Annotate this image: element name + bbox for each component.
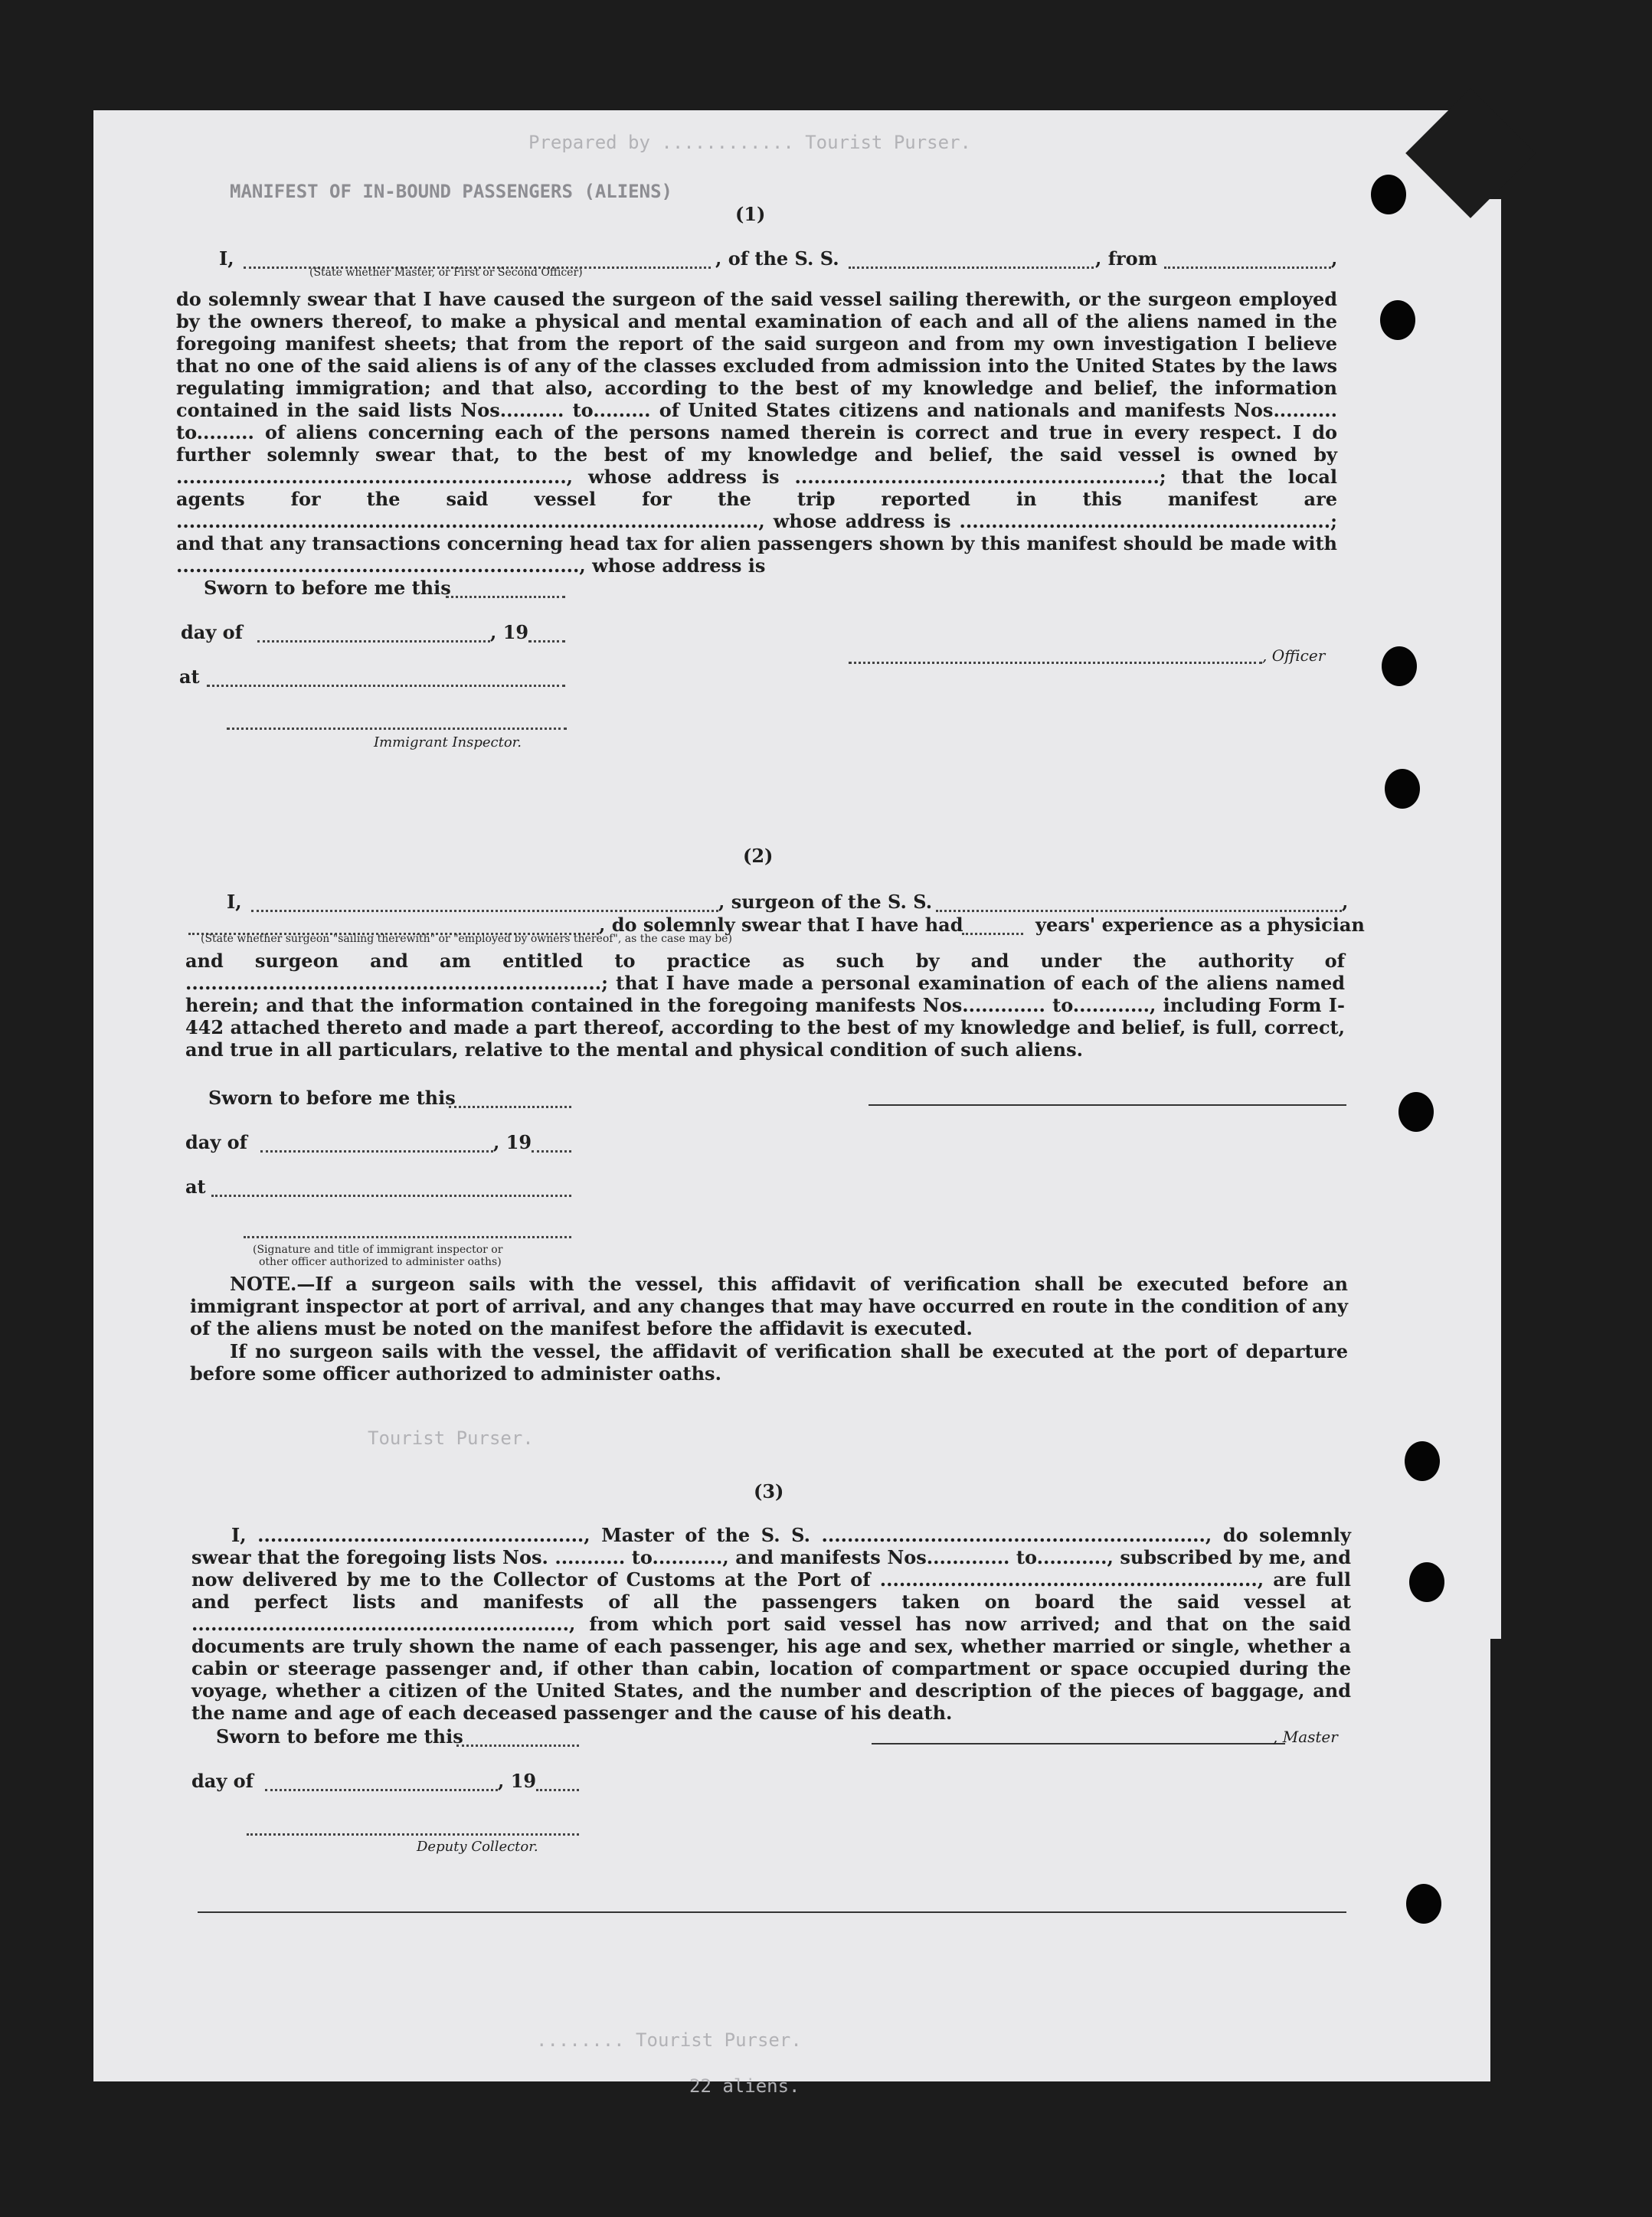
inspector-signature-field[interactable] bbox=[244, 1236, 571, 1238]
vessel-name-field[interactable] bbox=[936, 910, 1342, 912]
sworn-date-field[interactable] bbox=[456, 1744, 579, 1747]
oath-intro: I, bbox=[227, 891, 242, 913]
sworn-date-field[interactable] bbox=[446, 596, 565, 598]
line-end: , bbox=[1331, 247, 1338, 270]
place-field[interactable] bbox=[207, 685, 565, 687]
line-end: , bbox=[1342, 891, 1349, 913]
page-edge-torn bbox=[1490, 1639, 1521, 2098]
port-from-field[interactable] bbox=[1164, 266, 1331, 269]
at-label: at bbox=[185, 1176, 206, 1198]
month-field[interactable] bbox=[257, 640, 490, 643]
oath-intro: I, bbox=[219, 247, 234, 270]
years-field[interactable] bbox=[962, 933, 1023, 935]
signature-note: (Signature and title of immigrant inspector or bbox=[253, 1244, 503, 1256]
punch-hole bbox=[1371, 175, 1406, 214]
month-field[interactable] bbox=[260, 1150, 493, 1153]
section-number: (3) bbox=[754, 1480, 784, 1503]
note-paragraph bbox=[190, 1273, 1348, 1339]
bleed-through-text: Tourist Purser. bbox=[368, 1427, 534, 1449]
years-label: years' experience as a physician bbox=[1035, 914, 1365, 936]
note-paragraph: If no surgeon sails with the vessel, the affidavit of verification shall be executed at the port of departure before some officer authorized to administer oaths. bbox=[190, 1340, 1348, 1385]
at-label: at bbox=[179, 665, 200, 688]
bleed-through-text: ........ Tourist Purser. bbox=[536, 2029, 802, 2051]
year-label: , 19 bbox=[498, 1770, 537, 1792]
day-of-label: day of bbox=[181, 621, 243, 643]
officer-signature-field[interactable] bbox=[849, 662, 1262, 664]
sworn-label: Sworn to before me this bbox=[208, 1087, 456, 1109]
bottom-rule bbox=[198, 1911, 1346, 1913]
section-number: (2) bbox=[743, 845, 774, 867]
punch-hole bbox=[1385, 769, 1420, 809]
month-field[interactable] bbox=[265, 1789, 498, 1791]
year-field[interactable] bbox=[532, 1150, 571, 1153]
master-signature-line[interactable] bbox=[872, 1743, 1285, 1744]
officer-label: , Officer bbox=[1262, 646, 1326, 665]
punch-hole bbox=[1380, 300, 1415, 340]
punch-hole bbox=[1382, 646, 1417, 686]
punch-hole bbox=[1398, 1092, 1434, 1132]
vessel-name-field[interactable] bbox=[849, 266, 1094, 269]
oath-paragraph: do solemnly swear that I have caused the surgeon of the said vessel sailing therewith, or the surgeon employed by the owners thereof, to make a physical and mental examination of each and all of the aliens named in the foregoing manifest sheets; that from the report of the said surgeon and from my own investigation I believe that no one of the said aliens is of any of the classes excluded from admission into the United States by the laws regulating immigration; and that also, according to the best of my knowledge and belief, the information contained in the said lists Nos.......... to......... of United States citizens and nationals and manifests Nos.......... to......... of aliens concerning each of the persons named therein is correct and true in every respect. I do further solemnly swear that, to the best of my knowledge and belief, the said vessel is owned by ............................................................., whose address is .........................................................; that the local agents for the said vessel for the trip reported in this manifest are ..........................................................................................., whose address is ..........................................................; and that any transactions concerning head tax for alien passengers shown by this manifest should be made with ..............................................................., whose address is bbox=[176, 288, 1337, 577]
sworn-label: Sworn to before me this bbox=[204, 577, 451, 599]
year-field[interactable] bbox=[528, 640, 565, 643]
inspector-signature-field[interactable] bbox=[227, 728, 567, 730]
surgeon-type-note: (State whether surgeon "sailing therewith" or "employed by owners thereof", as the case may be) bbox=[201, 933, 732, 945]
declaration-paragraph: I, ..................................................., Master of the S. S. ............................................................, do solemnly swear that the foregoing lists Nos. ........... to..........., and manifests Nos............. to..........., subscribed by me, and now delivered by me to the Collector of Customs at the Port of ..........................................................., are full and perfect lists and manifests of all the passengers taken on board the said vessel at ..........................................................., from which port said vessel has now arrived; and that on the said documents are truly shown the name of each passenger, his age and sex, whether married or single, whether a cabin or steerage passenger and, if other than cabin, location of compartment or space occupied during the voyage, whether a citizen of the United States, and the number and description of the pieces of baggage, and the name and age of each deceased passenger and the cause of his death. bbox=[191, 1524, 1351, 1724]
signature-line[interactable] bbox=[869, 1104, 1346, 1106]
day-of-label: day of bbox=[185, 1131, 247, 1153]
officer-rank-note: (State whether Master, or First or Second Officer) bbox=[309, 266, 583, 279]
bleed-through-text: 22 aliens. bbox=[689, 2075, 800, 2097]
place-field[interactable] bbox=[211, 1195, 571, 1197]
punch-hole bbox=[1406, 1884, 1441, 1924]
deputy-label: Deputy Collector. bbox=[417, 1839, 538, 1855]
punch-hole bbox=[1409, 1562, 1444, 1602]
sworn-date-field[interactable] bbox=[449, 1106, 571, 1108]
inspector-label: Immigrant Inspector. bbox=[374, 734, 522, 750]
year-label: , 19 bbox=[490, 621, 529, 643]
bleed-through-text: MANIFEST OF IN-BOUND PASSENGERS (ALIENS) bbox=[230, 181, 672, 202]
day-of-label: day of bbox=[191, 1770, 254, 1792]
oath-paragraph: and surgeon and am entitled to practice as such by and under the authority of .................................................................; that I have made a personal examination of each of the aliens named herein; and that the information contained in the foregoing manifests Nos............. to............, including Form I-442 attached thereto and made a part thereof, according to the best of my knowledge and belief, is full, correct, and true in all particulars, relative to the mental and physical condition of such aliens. bbox=[185, 950, 1345, 1061]
sworn-label: Sworn to before me this bbox=[216, 1725, 463, 1748]
note-text: —If a surgeon sails with the vessel, this affidavit of verification shall be executed before an immigrant inspector at port of arrival, and any changes that may have occurred en route in the condition of any of the aliens must be noted on the manifest before the affidavit is executed. bbox=[190, 1273, 1348, 1339]
section-number: (1) bbox=[735, 203, 766, 225]
surgeon-label: , surgeon of the S. S. bbox=[718, 891, 933, 913]
year-field[interactable] bbox=[536, 1789, 579, 1791]
from-label: , from bbox=[1095, 247, 1158, 270]
swear-text: , do solemnly swear that I have had bbox=[599, 914, 963, 936]
master-label: , Master bbox=[1273, 1728, 1338, 1746]
bleed-through-text: Prepared by ............ Tourist Purser. bbox=[528, 132, 971, 153]
year-label: , 19 bbox=[493, 1131, 532, 1153]
surgeon-name-field[interactable] bbox=[251, 910, 718, 912]
vessel-label: , of the S. S. bbox=[715, 247, 839, 270]
deputy-signature-field[interactable] bbox=[247, 1833, 579, 1836]
note-label: NOTE. bbox=[230, 1273, 297, 1295]
signature-note: other officer authorized to administer oaths) bbox=[259, 1256, 502, 1268]
punch-hole bbox=[1405, 1441, 1440, 1481]
